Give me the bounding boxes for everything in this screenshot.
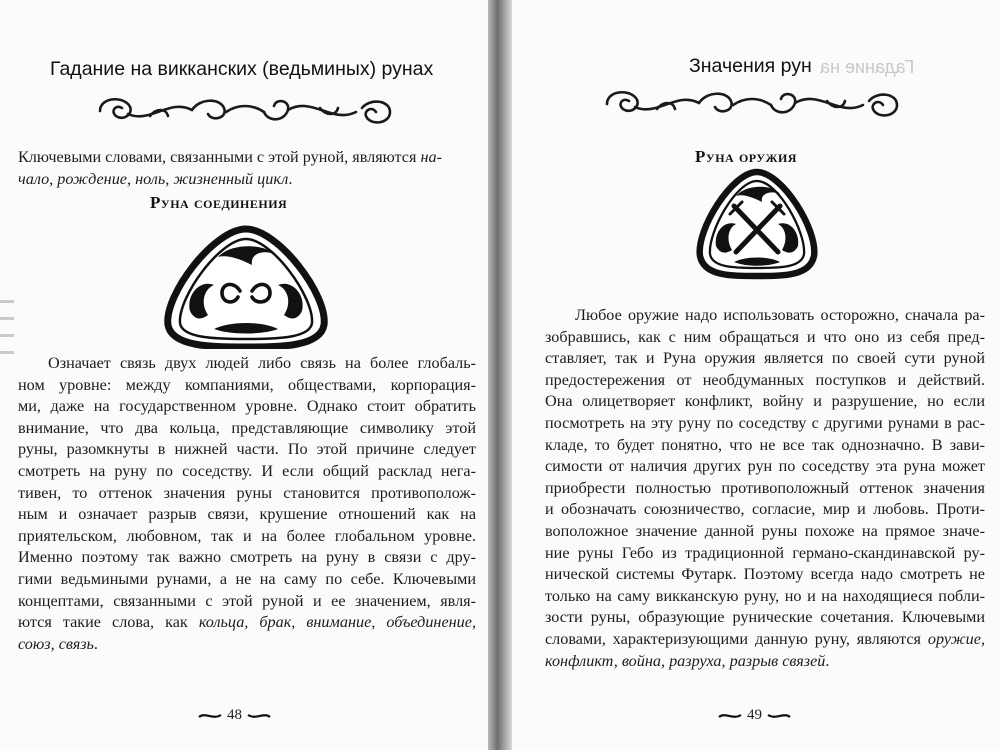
folio-left-flourish-icon [717, 711, 743, 721]
text-line [545, 478, 985, 500]
line-text: ми, даже на государственном уровне. Однако стоит обратить [18, 397, 476, 416]
folio-left-flourish-icon [197, 711, 223, 721]
line-text: гими ведьмиными рунами, а не на саму по себе. Ключевыми [18, 569, 476, 588]
text-line [545, 456, 985, 478]
text-line [18, 353, 476, 375]
text-line [545, 499, 985, 521]
line-text: нической системы Футарк. Поэтому всегда надо смотреть не [545, 565, 985, 584]
line-text: предостережения от необдуманных поступков и действий. [545, 370, 985, 389]
text-line [545, 564, 985, 586]
line-text: Означает связь двух людей либо связь на более глобаль- [48, 354, 476, 372]
line-text: Она олицетворяет конфликт, войну и разрушение, но если [545, 392, 985, 411]
line-text: ном уровне: между компаниями, обществами, корпорация- [18, 375, 476, 394]
left-page [0, 0, 488, 750]
right-running-head: Значения рун [689, 55, 812, 77]
line-text: посмотреть на эту руну по соседству с другими рунами в рас- [545, 413, 985, 432]
line-text: приятельском, любовном, так и на более глобальном уровне. [18, 526, 476, 545]
intro-text [18, 147, 476, 190]
text-line [18, 547, 476, 569]
text-line [545, 543, 985, 565]
text-line [545, 413, 985, 435]
text-line [18, 483, 476, 505]
text-line [18, 439, 476, 461]
bleed-through-marks [0, 300, 20, 368]
left-body-text [18, 353, 476, 655]
keywords-italic: кольца, брак, внимание, объединение, [198, 613, 476, 632]
text-line [18, 375, 476, 397]
line-text: Любое оружие надо использовать осторожно, сначала ра- [575, 306, 985, 324]
intro-segment: . [288, 169, 293, 188]
text-line [18, 526, 476, 548]
text-line-last [18, 634, 476, 656]
line-text: ние руны Гебо из традиционной германо-скандинавской ру- [545, 543, 985, 562]
line-text: тивен, то оттенок значения руны становится противополож- [18, 483, 476, 502]
left-ornament-divider [80, 90, 410, 132]
line-text: воположное значение данной руны похоже на прямое значе- [545, 521, 985, 540]
line-text: концептами, связанными с этой руной и ее значением, явля- [18, 591, 476, 610]
line-text: ным и означает разрыв связи, крушение отношений как на [18, 505, 476, 524]
line-text: и обозначать союзничество, согласие, мир и любовь. Проти- [545, 500, 985, 519]
sentence-end: . [825, 651, 830, 670]
intro-segment: Ключевыми словами, связанными с этой руной, являются [18, 148, 421, 166]
sentence-end: . [93, 634, 98, 653]
left-rune-title: Руна соединения [150, 193, 288, 212]
page-number-48: 48 [227, 707, 242, 723]
line-text: симости от наличия других рун по соседству эта руна может [545, 457, 985, 476]
line-text: зости руны, образующие рунические сочетания. Ключевыми [545, 608, 985, 627]
line-text: приобрести полностью противоположный оттенок значения [545, 478, 985, 497]
intro-segment: на- [420, 148, 442, 166]
line-text: смотреть на руну по соседству. И если общий расклад нега- [18, 461, 476, 480]
rune-of-union-icon [160, 225, 332, 349]
text-line [545, 348, 985, 370]
intro-segment: чало, рождение, ноль, жизненный цикл [18, 169, 289, 188]
text-line [18, 461, 476, 483]
text-line [545, 435, 985, 457]
text-line [18, 504, 476, 526]
right-page-number [717, 707, 792, 724]
folio-right-flourish-icon [246, 711, 272, 721]
left-running-head: Гадание на викканских (ведьминых) рунах [50, 58, 434, 80]
folio-right-flourish-icon [766, 711, 792, 721]
rune-of-weapon-icon [692, 168, 822, 280]
text-line [545, 607, 985, 629]
left-page-number [197, 707, 272, 724]
text-line [18, 396, 476, 418]
book-gutter [488, 0, 512, 750]
line-text: словами, характеризующими данную руну, являются [545, 629, 928, 648]
keywords-italic: оружие, [927, 629, 985, 648]
text-line [545, 629, 985, 651]
text-line-last [545, 651, 985, 673]
line-text: руны, разомкнуты в нижней части. По этой причине следует [18, 440, 476, 459]
text-line [545, 391, 985, 413]
line-text: Именно поэтому так важно смотреть на руну в связи с дру- [18, 548, 476, 567]
text-line [545, 305, 985, 327]
text-line [545, 586, 985, 608]
right-page [512, 0, 1000, 750]
line-text: кладе, то будет понятно, что не все так однозначно. В зави- [545, 435, 985, 454]
keywords-italic-end: конфликт, война, разруха, разрыв связей [545, 651, 826, 670]
text-line [545, 327, 985, 349]
keywords-italic-end: союз, связь [18, 634, 94, 653]
text-line [545, 521, 985, 543]
bleed-through-head: Гадание на [820, 57, 915, 77]
right-ornament-divider [587, 83, 917, 125]
line-text: внимание, что два кольца, представляющие символику этой [18, 418, 476, 437]
line-text: только на саму викканскую руну, но и на находящиеся побли- [545, 586, 985, 605]
text-line [545, 370, 985, 392]
right-rune-title: Руна оружия [695, 147, 797, 166]
right-body-text [545, 305, 985, 672]
left-intro-paragraph [18, 147, 476, 190]
page-number-49: 49 [747, 707, 762, 723]
text-line [18, 612, 476, 634]
text-line [18, 418, 476, 440]
text-line [18, 591, 476, 613]
line-text: зобравшись, как с ним обращаться и что оно из себя пред- [545, 327, 985, 346]
line-text: ставляет, так и Руна оружия является по своей сути руной [545, 349, 985, 368]
text-line [18, 569, 476, 591]
line-text: ются такие слова, как [18, 613, 199, 632]
